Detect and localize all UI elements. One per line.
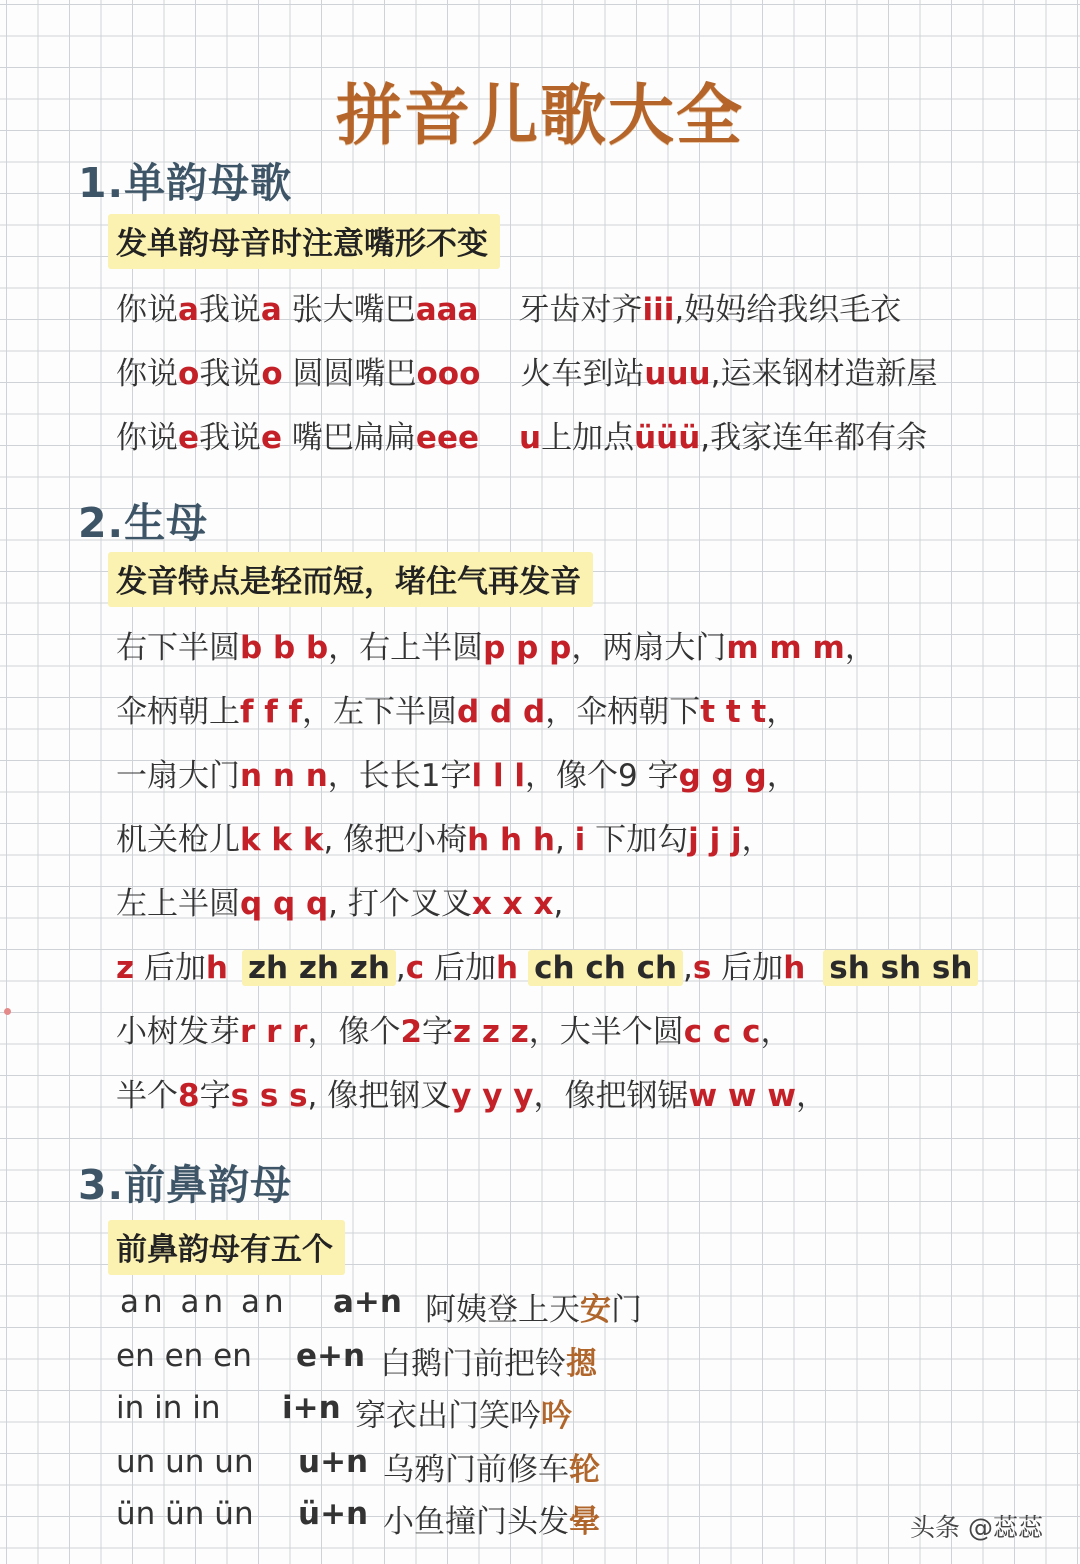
section-1-heading: 1.单韵母歌 [78, 159, 293, 207]
watermark: 头条 @蕊蕊 [910, 1513, 1043, 1542]
section-1-line-3: 你说e我说e 嘴巴扁扁eee u上加点üüü,我家连年都有余 [116, 420, 928, 456]
section-2-heading: 2.生母 [78, 499, 209, 547]
margin-dot [4, 1008, 11, 1015]
section-2-note: 发音特点是轻而短，堵住气再发音 [108, 552, 593, 607]
section-3-note: 前鼻韵母有五个 [108, 1220, 345, 1275]
section-2-line-8: 半个8字s s s, 像把钢叉y y y，像把钢锯w w w， [116, 1078, 827, 1114]
section-1-line-2: 你说o我说o 圆圆嘴巴ooo 火车到站uuu,运来钢材造新屋 [116, 356, 938, 392]
section-1-note: 发单韵母音时注意嘴形不变 [108, 214, 500, 269]
page-title: 拼音儿歌大全 [336, 77, 744, 154]
section-2-line-2: 伞柄朝上f f f，左下半圆d d d，伞柄朝下t t t， [116, 694, 798, 730]
section-2-line-6: z 后加h zh zh zh ,c 后加h ch ch ch ,s 后加h sh sh sh [116, 942, 978, 987]
section-2-line-4: 机关枪儿k k k, 像把小椅h h h, i 下加勾j j j， [116, 822, 773, 858]
section-2-line-5: 左上半圆q q q, 打个叉叉x x x, [116, 886, 564, 922]
section-1-line-1: 你说a我说a 张大嘴巴aaa 牙齿对齐iii,妈妈给我织毛衣 [116, 292, 902, 328]
section-2-line-7: 小树发芽r r r，像个2字z z z，大半个圆c c c， [116, 1014, 792, 1050]
section-2-line-1: 右下半圆b b b，右上半圆p p p，两扇大门m m m， [116, 630, 876, 666]
section-3-heading: 3.前鼻韵母 [78, 1161, 293, 1209]
section-2-line-3: 一扇大门n n n，长长1字l l l，像个9 字g g g， [116, 758, 798, 794]
